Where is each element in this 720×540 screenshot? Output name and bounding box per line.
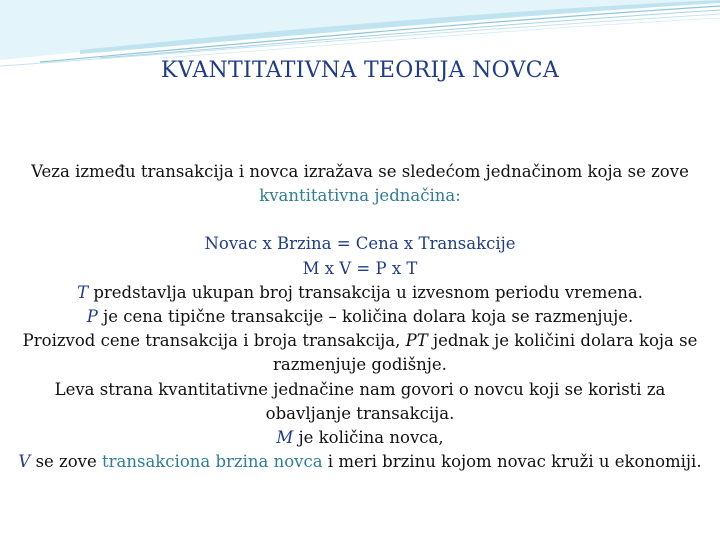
left-side-paragraph: Leva strana kvantitativne jednačine nam govori o novcu koji se koristi za obavljanje transakcija. <box>54 379 666 423</box>
pt-post: jednak je količini dolara koja se razmenjuje godišnje. <box>273 331 698 375</box>
spacer <box>10 208 710 232</box>
pt-pre: Proizvod cene transakcija i broja transakcija, <box>22 331 406 351</box>
slide-title: KVANTITATIVNA TEORIJA NOVCA <box>160 58 560 83</box>
m-definition <box>10 426 710 450</box>
t-definition <box>10 281 710 305</box>
v-post: i meri brzinu kojom novac kruži u ekonomiji. <box>322 452 702 472</box>
equation-symbols: M x V = P x T <box>302 258 418 278</box>
v-symbol: V <box>18 452 31 472</box>
intro-term: kvantitativna jednačina: <box>259 186 461 206</box>
slide-body <box>10 160 710 474</box>
v-term: transakciona brzina novca <box>102 452 323 472</box>
p-symbol: P <box>86 307 98 327</box>
intro-paragraph <box>10 160 710 208</box>
p-text: je cena tipične transakcije – količina dolara koja se razmenjuje. <box>97 307 634 327</box>
v-pre: se zove <box>30 452 103 472</box>
wave-decoration <box>0 0 720 110</box>
t-symbol: T <box>77 282 89 302</box>
pt-symbol: PT <box>405 331 428 351</box>
pt-definition <box>10 329 710 377</box>
m-symbol: M <box>276 428 294 448</box>
t-text: predstavlja ukupan broj transakcija u izvesnom periodu vremena. <box>88 282 643 302</box>
equation-words: Novac x Brzina = Cena x Transakcije <box>204 234 516 254</box>
m-text: je količina novca, <box>293 428 444 448</box>
p-definition <box>10 305 710 329</box>
v-definition <box>10 450 710 474</box>
intro-text: Veza između transakcija i novca izražava se sledećom jednačinom koja se zove <box>31 162 689 181</box>
